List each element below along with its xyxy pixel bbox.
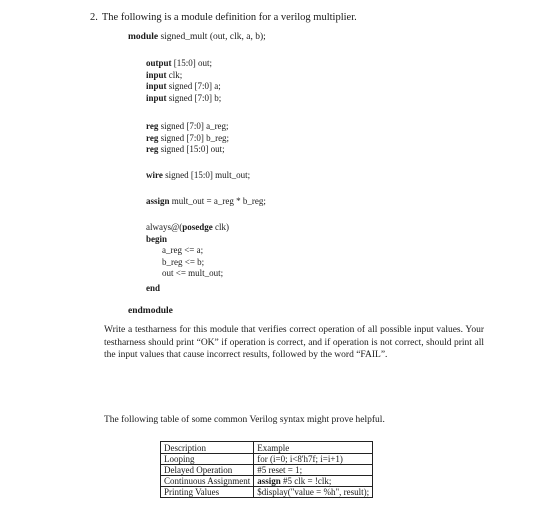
table-row: [161, 454, 373, 465]
description-cell: Delayed Operation: [161, 465, 254, 476]
reg-line: [146, 133, 229, 145]
module-keyword: module: [128, 32, 159, 42]
example-cell: [254, 465, 373, 476]
example-code: $display("value = %h", result);: [257, 487, 370, 497]
always-statement: out <= mult_out;: [162, 268, 224, 278]
reg-spec: signed [7:0] b_reg;: [160, 132, 230, 143]
reg-line: [146, 144, 229, 156]
port-line: [146, 93, 221, 105]
table-row: [161, 476, 373, 487]
wire-spec: signed [15:0] mult_out;: [165, 170, 251, 180]
syntax-table: [160, 441, 373, 498]
reg-spec: signed [7:0] a_reg;: [160, 121, 229, 131]
reg-declarations: [146, 121, 229, 156]
assign-expression: mult_out = a_reg * b_reg;: [171, 196, 266, 206]
reg-keyword: reg: [146, 132, 159, 143]
always-suffix: clk): [212, 222, 230, 232]
description-cell: Printing Values: [161, 487, 254, 498]
instructions-paragraph: Write a testharness for this module that verifies correct operation of all possible input values. Your testharness should print “OK” if operation is correct, and if operation is not correct, should print all the input values that cause incorrect results, followed by the word “FAIL”.: [104, 325, 484, 360]
reg-spec: signed [15:0] out;: [160, 144, 225, 154]
port-spec: clk;: [168, 69, 183, 80]
example-keyword: assign: [257, 476, 281, 486]
module-header: [128, 32, 266, 42]
always-block: [146, 222, 229, 294]
port-spec: signed [7:0] a;: [168, 81, 221, 91]
question-line: [90, 12, 357, 23]
example-code: #5 reset = 1;: [257, 465, 303, 475]
always-statement: a_reg <= a;: [162, 245, 204, 255]
description-cell: Continuous Assignment: [161, 476, 254, 487]
question-number: 2.: [90, 12, 98, 23]
column-header-example: Example: [254, 442, 373, 454]
port-keyword: input: [146, 92, 167, 103]
port-line: [146, 81, 221, 93]
example-cell: [254, 476, 373, 487]
module-signature: signed_mult (out, clk, a, b);: [160, 32, 266, 42]
port-line: [146, 58, 221, 70]
wire-keyword: wire: [146, 170, 163, 180]
reg-line: [146, 121, 229, 133]
endmodule-keyword: endmodule: [128, 306, 173, 316]
port-line: [146, 70, 221, 82]
posedge-keyword: posedge: [182, 222, 213, 232]
port-declarations: [146, 58, 221, 104]
wire-declaration: [146, 170, 250, 182]
example-code: #5 clk = !clk;: [280, 476, 332, 486]
port-spec: [15:0] out;: [173, 58, 213, 68]
begin-keyword: begin: [146, 233, 168, 244]
example-cell: [254, 454, 373, 465]
question-text: The following is a module definition for a verilog multiplier.: [101, 12, 357, 23]
table-row: [161, 465, 373, 476]
table-header-row: [161, 442, 373, 454]
always-prefix: always@(: [146, 222, 183, 232]
assign-statement: [146, 196, 266, 208]
table-intro: The following table of some common Verilog syntax might prove helpful.: [104, 415, 385, 425]
end-keyword: end: [146, 282, 161, 293]
port-spec: signed [7:0] b;: [168, 92, 222, 103]
description-cell: Looping: [161, 454, 254, 465]
always-statement: b_reg <= b;: [162, 256, 205, 267]
port-keyword: input: [146, 69, 167, 80]
example-cell: [254, 487, 373, 498]
column-header-description: Description: [161, 442, 254, 454]
reg-keyword: reg: [146, 121, 159, 131]
example-code: for (i=0; i<8'h7f; i=i+1): [257, 454, 343, 464]
assign-keyword: assign: [146, 196, 170, 206]
always-header: [146, 222, 229, 234]
port-keyword: input: [146, 81, 167, 91]
reg-keyword: reg: [146, 144, 159, 154]
port-keyword: output: [146, 58, 172, 68]
table-row: [161, 487, 373, 498]
